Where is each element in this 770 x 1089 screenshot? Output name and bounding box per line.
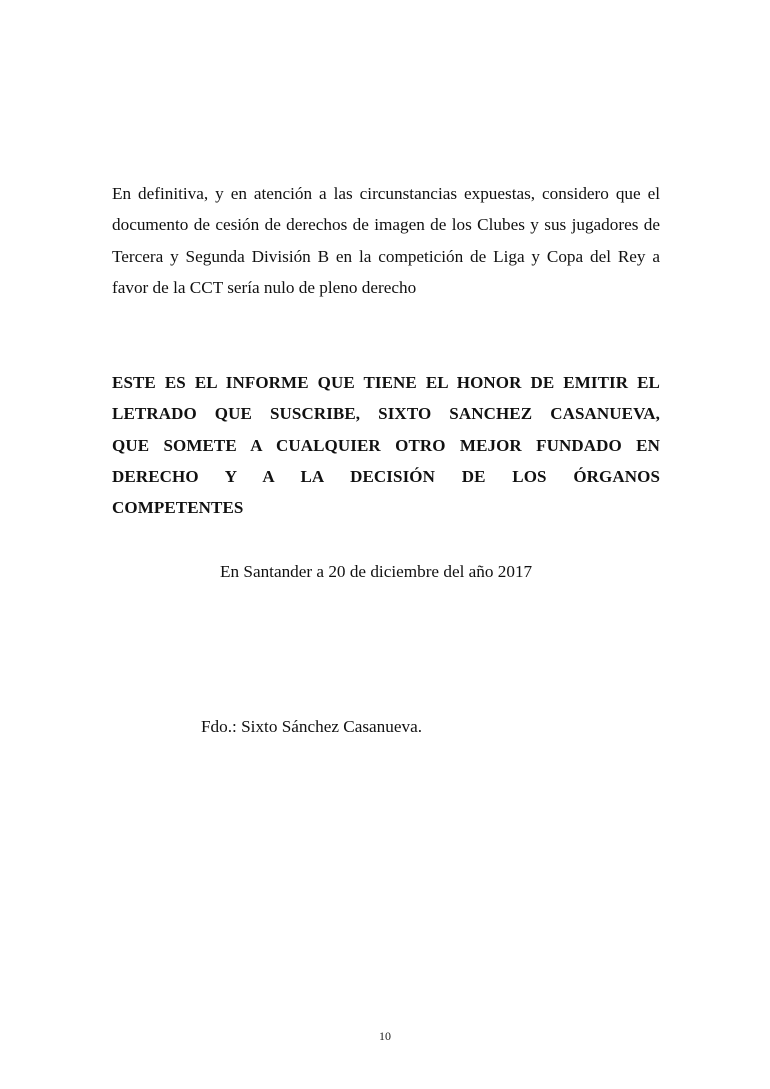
closing-line: ESTE ES EL INFORME QUE TIENE EL HONOR DE EMITIR EL — [112, 373, 660, 392]
conclusion-line: documento de cesión de derechos de imagen de los Clubes y sus jugadores de — [112, 215, 660, 235]
conclusion-line: favor de la CCT sería nulo de pleno derecho — [112, 277, 417, 297]
place-and-date: En Santander a 20 de diciembre del año 2017 — [220, 562, 533, 581]
closing-line: LETRADO QUE SUSCRIBE, SIXTO SANCHEZ CASANUEVA, — [112, 404, 660, 424]
conclusion-line: En definitiva, y en atención a las circunstancias expuestas, considero que el — [112, 184, 660, 203]
closing-statement — [112, 367, 660, 523]
closing-line: QUE SOMETE A CUALQUIER OTRO MEJOR FUNDADO EN — [112, 435, 660, 455]
page-number: 10 — [379, 1029, 391, 1043]
signature-line: Fdo.: Sixto Sánchez Casanueva. — [201, 717, 423, 736]
closing-line: COMPETENTES — [112, 498, 244, 518]
closing-line: DERECHO Y A LA DECISIÓN DE LOS ÓRGANOS — [112, 466, 660, 486]
conclusion-paragraph — [112, 178, 660, 303]
conclusion-line: Tercera y Segunda División B en la competición de Liga y Copa del Rey a — [112, 246, 660, 266]
